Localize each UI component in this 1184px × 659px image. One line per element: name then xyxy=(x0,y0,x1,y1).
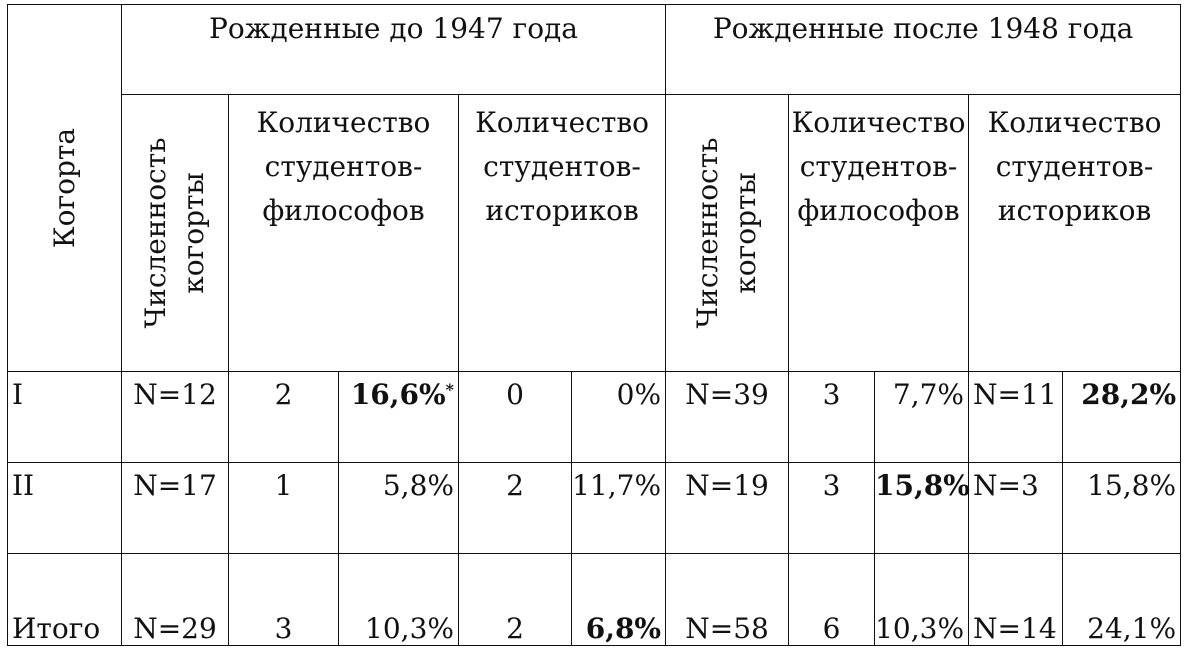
historians-count: N=11 xyxy=(969,372,1063,463)
header-cohort-size-line2: когорты xyxy=(729,172,763,294)
philosophers-percent: 16,6%* xyxy=(339,372,459,463)
historians-count: N=14 xyxy=(969,554,1063,646)
philosophers-percent: 7,7% xyxy=(875,372,969,463)
header-philosophers-after: Количество студентов- философов xyxy=(789,95,969,372)
cohort-size: N=19 xyxy=(666,463,789,554)
cohort-size: N=29 xyxy=(122,554,229,646)
row-label: I xyxy=(8,372,122,463)
historians-count: 2 xyxy=(459,554,572,646)
philosophers-count: 3 xyxy=(229,554,339,646)
historians-count: 2 xyxy=(459,463,572,554)
header-cohort-size-after xyxy=(666,95,789,372)
row-label: II xyxy=(8,463,122,554)
header-born-before-1947: Рожденные до 1947 года xyxy=(122,5,666,95)
philosophers-percent: 10,3% xyxy=(339,554,459,646)
historians-percent: 28,2% xyxy=(1063,372,1181,463)
row-label: Итого xyxy=(8,554,122,646)
header-historians-before: Количество студентов- историков xyxy=(459,95,666,372)
philosophers-percent: 5,8% xyxy=(339,463,459,554)
cohort-size: N=58 xyxy=(666,554,789,646)
historians-percent: 6,8% xyxy=(572,554,666,646)
header-cohort-label: Когорта xyxy=(47,127,81,248)
philosophers-count: 3 xyxy=(789,372,875,463)
table-row xyxy=(8,372,1181,463)
header-cohort xyxy=(8,5,122,372)
philosophers-count: 6 xyxy=(789,554,875,646)
philosophers-count: 1 xyxy=(229,463,339,554)
cohort-size: N=17 xyxy=(122,463,229,554)
historians-percent: 15,8% xyxy=(1063,463,1181,554)
philosophers-count: 3 xyxy=(789,463,875,554)
header-born-after-1948: Рожденные после 1948 года xyxy=(666,5,1181,95)
table-row-total xyxy=(8,554,1181,646)
table-row xyxy=(8,463,1181,554)
header-historians-after: Количество студентов- историков xyxy=(969,95,1181,372)
cohort-table xyxy=(7,4,1181,646)
header-philosophers-before: Количество студентов- философов xyxy=(229,95,459,372)
historians-count: 0 xyxy=(459,372,572,463)
philosophers-percent: 10,3% xyxy=(875,554,969,646)
historians-count: N=3 xyxy=(969,463,1063,554)
cohort-size: N=39 xyxy=(666,372,789,463)
philosophers-percent: 15,8% xyxy=(875,463,969,554)
header-cohort-size-line2: когорты xyxy=(177,172,210,294)
footnote-mark: * xyxy=(445,380,454,399)
philosophers-count: 2 xyxy=(229,372,339,463)
header-cohort-size-line1: Численность xyxy=(691,137,725,329)
cohort-size: N=12 xyxy=(122,372,229,463)
historians-percent: 24,1% xyxy=(1063,554,1181,646)
header-cohort-size-before xyxy=(122,95,229,372)
header-cohort-size-line1: Численность xyxy=(139,137,172,329)
historians-percent: 0% xyxy=(572,372,666,463)
historians-percent: 11,7% xyxy=(572,463,666,554)
